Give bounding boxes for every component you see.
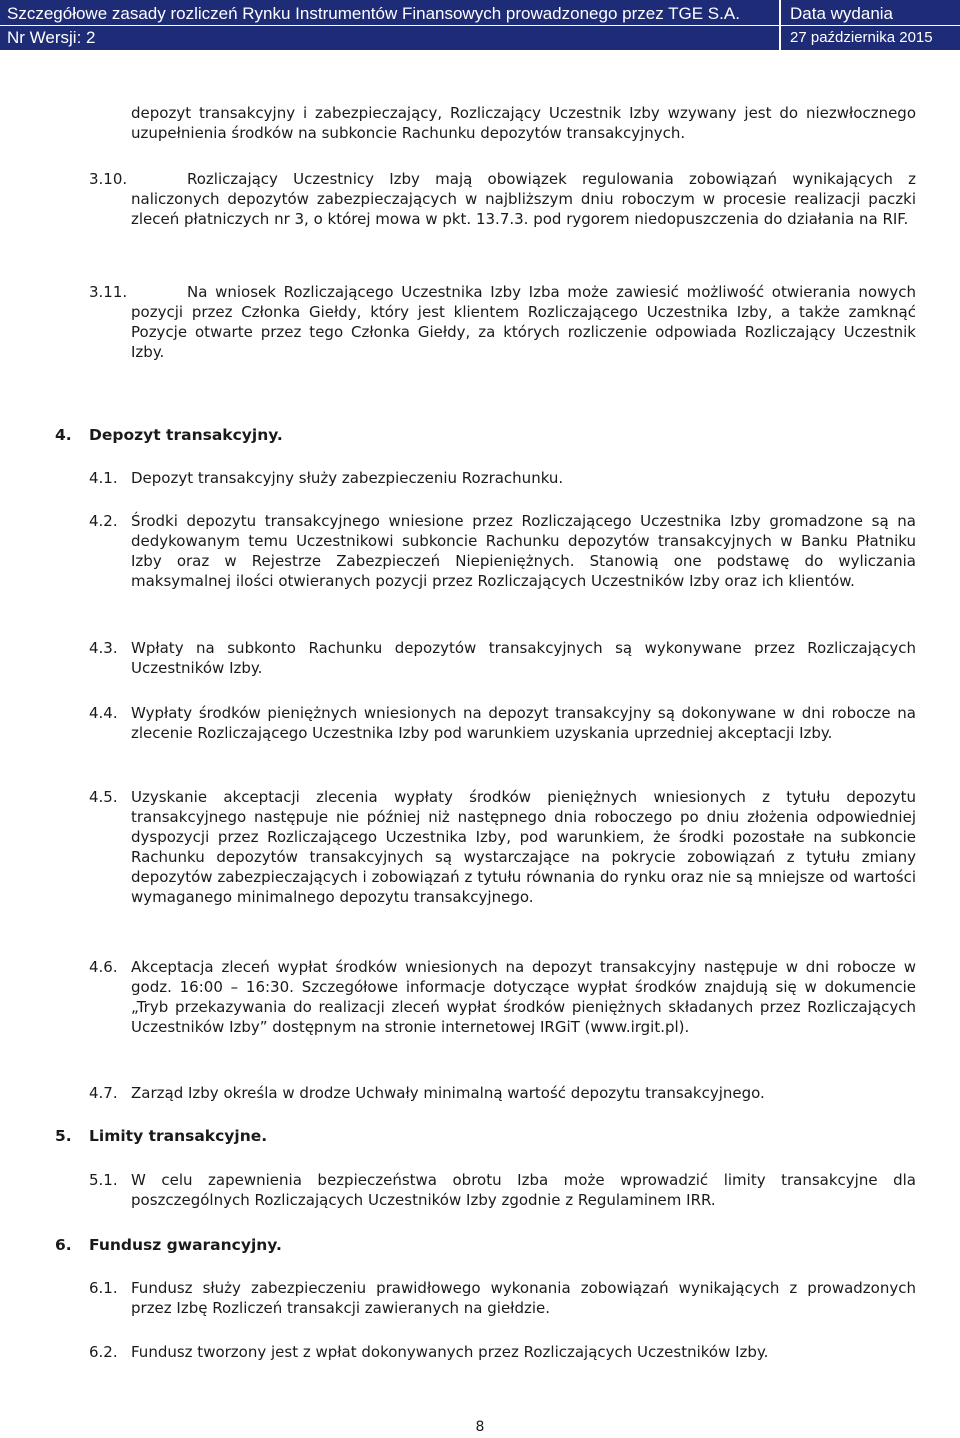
paragraph-4-7: Zarząd Izby określa w drodze Uchwały minimalną wartość depozytu transakcyjnego.: [131, 1084, 765, 1102]
paragraph-number: 4.4.: [89, 704, 118, 722]
paragraph-4-6: Akceptacja zleceń wypłat środków wniesionych na depozyt transakcyjny następuje w dni robocze w godz. 16:00 – 16:30. Szczegółowe informacje dotyczące wypłat środków znajdują się w dokumencie „Tryb przekazywania do realizacji zleceń wypłat środków pieniężnych składanych przez Rozliczających Uczestników Izby” dostępnym na stronie internetowej IRGiT (www.irgit.pl).: [131, 958, 916, 1036]
paragraph-number: 4.3.: [89, 639, 118, 657]
section-title: Fundusz gwarancyjny.: [89, 1236, 282, 1254]
paragraph-4-4: Wypłaty środków pieniężnych wniesionych na depozyt transakcyjny są dokonywane w dni robocze na zlecenie Rozliczającego Uczestnika Izby pod warunkiem uzyskania uprzedniej akceptacji Izby.: [131, 704, 916, 742]
paragraph-6-1: Fundusz służy zabezpieczeniu prawidłowego wykonania zobowiązań wynikających z prowadzonych przez Izbę Rozliczeń transakcji zawieranych na giełdzie.: [131, 1279, 916, 1317]
header-version: Nr Wersji: 2: [7, 28, 96, 47]
section-heading-5: [55, 1126, 267, 1146]
paragraph-number: 4.7.: [89, 1084, 118, 1102]
page-number: 8: [475, 1419, 485, 1435]
paragraph-number: 3.11.: [89, 283, 128, 301]
header-column-divider: [779, 0, 781, 50]
section-heading-4: [55, 425, 283, 445]
section-title: Depozyt transakcyjny.: [89, 426, 283, 444]
paragraph-4-1: Depozyt transakcyjny służy zabezpieczeniu Rozrachunku.: [131, 469, 564, 487]
paragraph-number: 4.1.: [89, 469, 118, 487]
paragraph-4-3: Wpłaty na subkonto Rachunku depozytów transakcyjnych są wykonywane przez Rozliczających Uczestników Izby.: [131, 639, 916, 677]
section-heading-6: [55, 1235, 282, 1255]
paragraph-number: 4.5.: [89, 788, 118, 806]
paragraph-number: 6.1.: [89, 1279, 118, 1297]
paragraph-3-11: Na wniosek Rozliczającego Uczestnika Izby Izba może zawiesić możliwość otwierania nowych pozycji przez Członka Giełdy, który jest klientem Rozliczającego Uczestnika Izby, a także zamknąć Pozycje otwarte przez tego Członka Giełdy, za których rozliczenie odpowiada Rozliczający Uczestnik Izby.: [131, 283, 916, 361]
paragraph-number: 4.6.: [89, 958, 118, 976]
section-title: Limity transakcyjne.: [89, 1127, 268, 1145]
paragraph-4-5: Uzyskanie akceptacji zlecenia wypłaty środków pieniężnych wniesionych z tytułu depozytu transakcyjnego następuje nie później niż następnego dnia roboczego po dniu złożenia odpowiedniej dyspozycji przez Rozliczającego Uczestnika Izby, pod warunkiem, że środki pozostałe na subkoncie Rachunku depozytów transakcyjnych są wystarczające na pokrycie zobowiązań z tytułu zmiany depozytów zabezpieczających i zobowiązań z tytułu równania do rynku oraz nie są mniejsze od wartości wymaganego minimalnego depozytu transakcyjnego.: [131, 788, 916, 906]
paragraph-3-10: Rozliczający Uczestnicy Izby mają obowiązek regulowania zobowiązań wynikających z naliczonych depozytów zabezpieczających w najbliższym dniu roboczym w procesie realizacji paczki zleceń płatniczych nr 3, o której mowa w pkt. 13.7.3. pod rygorem niedopuszczenia do działania na RIF.: [131, 170, 916, 228]
paragraph-4-2: Środki depozytu transakcyjnego wniesione przez Rozliczającego Uczestnika Izby gromadzone są na dedykowanym temu Uczestnikowi subkoncie Rachunku depozytów transakcyjnych w Banku Płatniku Izby oraz w Rejestrze Zabezpieczeń Niepieniężnych. Stanowią one podstawę do wyliczania maksymalnej ilości otwieranych pozycji przez Rozliczających Uczestników Izby oraz ich klientów.: [131, 512, 916, 590]
header-issue-label: Data wydania: [790, 4, 894, 23]
paragraph-number: 3.10.: [89, 170, 128, 188]
paragraph-6-2: Fundusz tworzony jest z wpłat dokonywanych przez Rozliczających Uczestników Izby.: [131, 1343, 769, 1361]
paragraph-number: 4.2.: [89, 512, 118, 530]
header-issue-date: 27 października 2015: [790, 29, 933, 46]
paragraph-number: 6.2.: [89, 1343, 118, 1361]
paragraph-number: 5.1.: [89, 1171, 118, 1189]
document-header: [0, 0, 960, 50]
header-title: Szczegółowe zasady rozliczeń Rynku Instrumentów Finansowych prowadzonego przez TGE S.A.: [7, 4, 740, 23]
section-number: 5.: [55, 1127, 72, 1145]
section-number: 6.: [55, 1236, 72, 1254]
paragraph-continued: depozyt transakcyjny i zabezpieczający, Rozliczający Uczestnik Izby wzywany jest do niezwłocznego uzupełnienia środków na subkoncie Rachunku depozytów transakcyjnych.: [131, 104, 916, 142]
paragraph-5-1: W celu zapewnienia bezpieczeństwa obrotu Izba może wprowadzić limity transakcyjne dla poszczególnych Rozliczających Uczestników Izby zgodnie z Regulaminem IRR.: [131, 1171, 916, 1209]
section-number: 4.: [55, 426, 72, 444]
header-divider: [0, 25, 960, 26]
